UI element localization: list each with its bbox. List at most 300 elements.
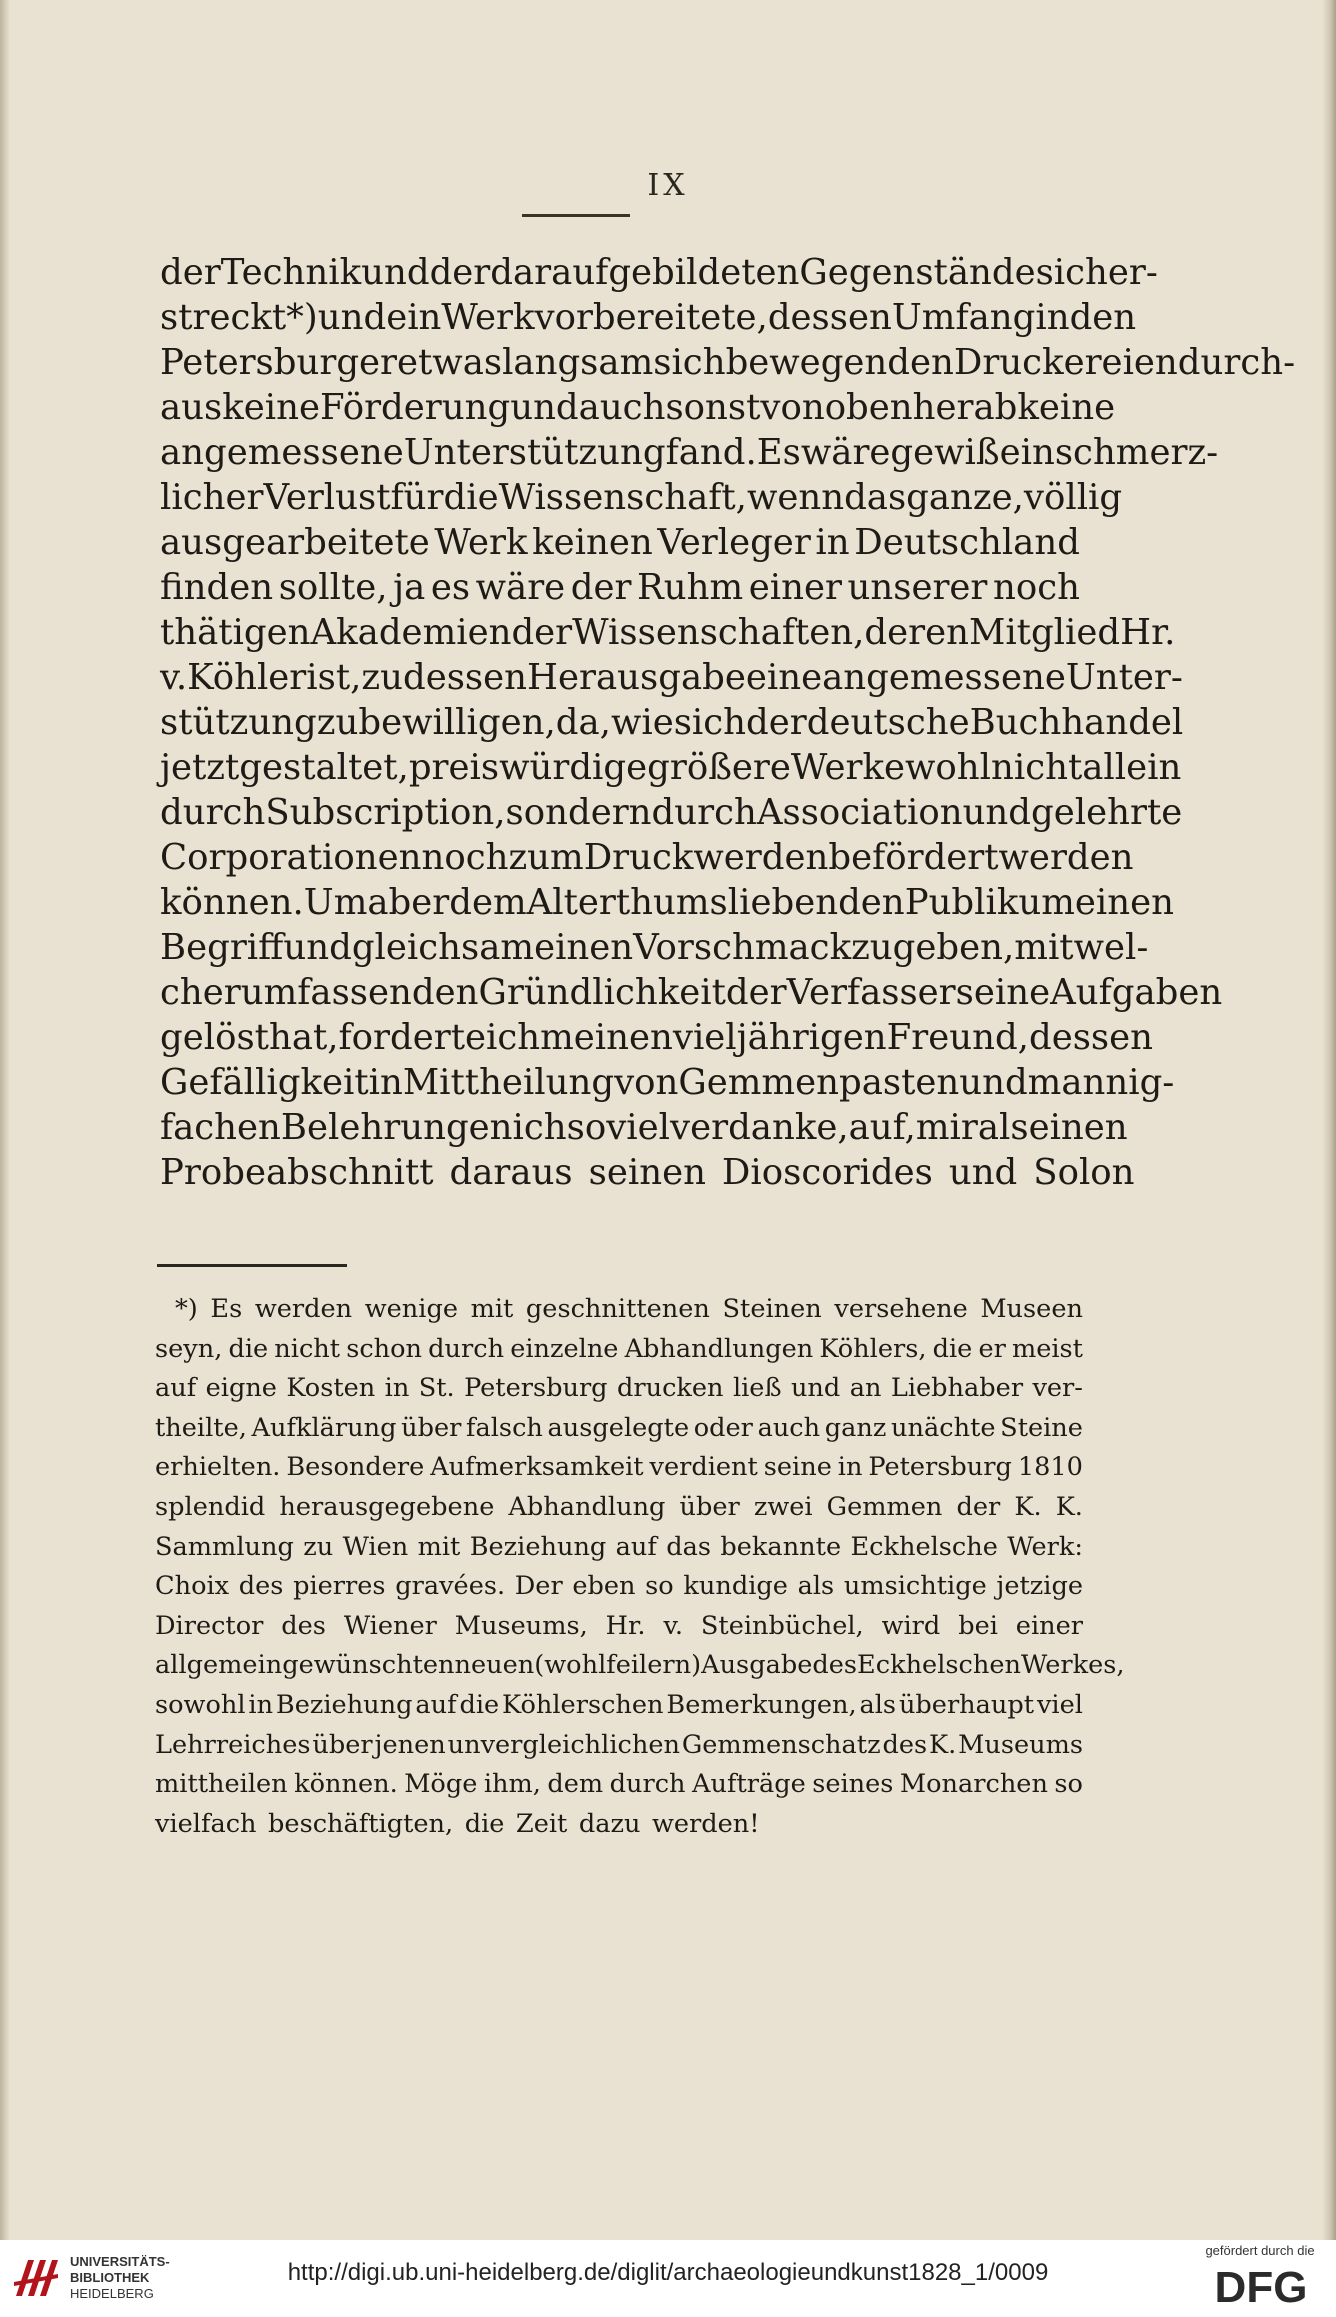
word: Mitglied [968,612,1121,653]
word: Aufmerksamkeit [430,1452,644,1483]
word: dessen [1028,1017,1154,1058]
word: in [815,522,850,563]
word: können. [294,1769,398,1800]
word: Abhandlung [508,1491,666,1522]
word: wenige [364,1294,458,1324]
word: Gemmenpasten [678,1062,960,1103]
word: Unter- [1065,657,1183,698]
word: Vorschmack [633,927,852,968]
word: bei [958,1610,998,1641]
word: und [790,1373,841,1404]
text-line [160,835,1134,880]
word: die [459,1689,500,1720]
word: keine [1017,387,1116,428]
word: des [882,1729,928,1760]
word: auf [415,1689,457,1720]
word: Wissenschaft, [498,477,747,518]
word: wel- [1073,927,1149,968]
word: ließ [732,1373,782,1404]
word: einer [748,567,842,608]
word: ich [486,1017,541,1058]
word: bekannte [720,1531,842,1562]
word: (wohlfeilern) [534,1650,702,1681]
word: er [978,1333,1006,1364]
word: Druck [583,837,694,878]
word: mittheilen [155,1769,288,1800]
word: bewilligen, [358,702,556,743]
word: in [248,1689,274,1720]
word: vorbereitete, [534,297,768,338]
word: der [160,252,221,293]
word: Köhler [187,657,307,698]
word: Gemmen [826,1491,943,1522]
word: Mittheilung [402,1062,615,1103]
text-line [160,655,1183,700]
word: auf [615,1531,657,1562]
word: der [725,972,787,1013]
word: völlig [1023,477,1123,518]
word: sonst [665,387,761,428]
word: Aufträge [692,1769,806,1800]
permalink-url[interactable]: http://digi.ub.uni-heidelberg.de/diglit/archaeologieundkunst1828_1/0009 [287,2259,1049,2286]
text-line [160,1015,1154,1060]
word: keinen [532,522,653,563]
word: Belehrungen [280,1107,513,1148]
word: der [746,702,807,743]
word: Druckereien [953,342,1178,383]
word: etwas [397,342,503,383]
word: Beziehung [275,1689,413,1720]
text-line [160,340,1296,385]
word: befördert [828,837,999,878]
word: Unterstützung [403,432,666,473]
word: allgemein [155,1650,283,1681]
word: so [566,1107,607,1148]
word: bewegenden [725,342,954,383]
word: auch [757,1412,821,1443]
word: allein [1082,747,1182,788]
word: wird [881,1610,941,1641]
word: auch [578,387,666,428]
word: in [384,1373,410,1404]
word: als [977,1107,1029,1148]
word: und [948,1152,1018,1193]
header-rule [522,214,630,217]
word: schon [346,1333,423,1364]
word: für [390,477,444,518]
word: geben, [892,927,1015,968]
word: Lehrreiches [155,1729,311,1760]
word: meist [1011,1333,1083,1364]
word: durch [651,792,757,833]
word: vielfach [155,1808,257,1839]
word: von [614,1062,679,1103]
word: finden [160,567,274,608]
word: Wiener [343,1610,437,1641]
word: Hr. [605,1610,646,1641]
word: Deutschland [854,522,1080,563]
word: sowohl [155,1689,246,1720]
word: Werkes, [1020,1650,1125,1681]
text-line [160,700,1184,745]
word: einen [1028,1107,1128,1148]
library-name-line2: BIBLIOTHEK [70,2270,150,2285]
word: den [1069,297,1137,338]
funding-caption: gefördert durch die [1205,2243,1315,2258]
word: mir [915,1107,978,1148]
word: Director [155,1610,264,1641]
word: Besondere [286,1452,425,1483]
word: einzelne [510,1333,619,1364]
word: viel [606,1107,671,1148]
word: aber [367,882,450,923]
word: eine [745,657,823,698]
word: über [679,1491,740,1522]
word: thätigen [160,612,311,653]
word: noch [992,567,1080,608]
word: Verleger [657,522,811,563]
word: v. [663,1610,683,1641]
word: ausgearbeitete [160,522,430,563]
word: Werk [434,522,528,563]
word: Verfasser [786,972,956,1013]
word: ja [393,567,426,608]
word: oder [693,1412,753,1443]
word: verdient [649,1452,758,1483]
word: daraus [449,1152,573,1193]
word: K. [929,1729,957,1760]
word: und [510,387,579,428]
word: versehene [834,1294,968,1324]
word: 1810 [1017,1452,1083,1483]
word: einer [1015,1610,1083,1641]
text-line [160,1105,1128,1150]
word: Werk [441,297,535,338]
word: langsam [502,342,654,383]
word: Es [210,1294,243,1324]
word: hat, [268,1017,339,1058]
word: nicht [274,1333,341,1364]
word: Es [756,432,801,473]
library-name-line1: UNIVERSITÄTS- [70,2254,170,2269]
word: es [430,567,471,608]
word: ausgelegte [547,1412,690,1443]
footnote-line [155,1448,1083,1488]
word: dessen [767,297,892,338]
word: Museen [980,1294,1083,1324]
word: einen [1074,882,1175,923]
word: Corporationen [160,837,422,878]
word: Begriff [160,927,284,968]
word: seine [955,972,1051,1013]
word: K. [1055,1491,1083,1522]
word: Gründlichkeit [478,972,726,1013]
word: dazu [578,1808,641,1839]
word: einen [534,927,634,968]
library-name-line3: HEIDELBERG [70,2286,154,2301]
word: umsichtige [843,1571,987,1602]
word: ein [386,297,442,338]
word: Subscription, [265,792,506,833]
word: Ausgabe [701,1650,813,1681]
word: gelehrte [1031,792,1183,833]
word: auf, [848,1107,916,1148]
word: an [849,1373,882,1404]
footnote-line [155,1607,1083,1647]
dfg-logo-icon[interactable] [1196,2262,1326,2308]
word: sondern [505,792,652,833]
word: Förderung [320,387,511,428]
word: splendid [155,1491,266,1522]
word: eigne [205,1373,277,1404]
word: deutsche [806,702,970,743]
footnote [155,1290,1125,1844]
word: Gegenstände [799,252,1036,293]
footnote-line [155,1528,1083,1568]
word: preiswürdige [408,747,648,788]
text-line [160,1060,1175,1105]
word: so [1054,1769,1083,1800]
word: fachen [160,1107,281,1148]
word: des [812,1650,858,1681]
word: der [511,612,573,653]
footnote-line [155,1646,1125,1686]
word: und [283,927,352,968]
word: zu [303,1531,334,1562]
text-line [160,520,1080,565]
text-line [160,790,1183,835]
text-line [160,250,1158,295]
word: zum [508,837,584,878]
word: Abhandlungen [624,1333,814,1364]
footnote-line [155,1290,1083,1330]
word: ist, [306,657,362,698]
word: gewiß [890,432,1000,473]
word: können. [160,882,304,923]
word: und [959,1062,1028,1103]
word: Gefälligkeit [160,1062,369,1103]
word: von [760,387,825,428]
word: wäre [800,432,891,473]
text-line [160,295,1137,340]
word: Hr. [1120,612,1176,653]
word: wenn [746,477,845,518]
word: eben [572,1571,636,1602]
word: mit [470,1294,514,1324]
word: Buchhandel [969,702,1184,743]
word: deren [864,612,969,653]
word: Association [756,792,963,833]
word: auf [155,1373,197,1404]
word: jetzt [160,747,240,788]
word: gebildeten [608,252,800,293]
word: Verlust [263,477,391,518]
word: als [797,1571,835,1602]
word: meinen [540,1017,673,1058]
word: beschäftigten, [268,1808,454,1839]
word: in [837,1452,863,1483]
word: werden! [651,1808,760,1839]
word: unvergleichlichen [447,1729,680,1760]
word: nicht [991,747,1083,788]
word: gravées. [395,1571,506,1602]
word: Akademien [310,612,512,653]
text-line [160,970,1223,1015]
footnote-rule [157,1264,347,1267]
word: der [570,567,632,608]
word: unserer [847,567,988,608]
word: seyn, [155,1333,223,1364]
footnote-line [155,1409,1083,1449]
text-line [160,475,1123,520]
word: Gemmenschatz [681,1729,881,1760]
word: stützung [160,702,317,743]
dfg-logo-text: DFG [1214,2263,1308,2308]
word: St. [418,1373,455,1404]
word: mit [417,1531,461,1562]
word: Alterthumsliebenden [526,882,905,923]
word: *) [175,1294,198,1324]
word: Museums, [454,1610,588,1641]
word: über [312,1729,373,1760]
word: die [932,1333,973,1364]
word: Petersburger [160,342,398,383]
word: Wien [342,1531,409,1562]
word: ein [999,432,1055,473]
word: erhielten. [155,1452,281,1483]
word: wäre [475,567,566,608]
word: Dioscorides [721,1152,933,1193]
word: zu [851,927,893,968]
word: theilte, [155,1412,247,1443]
word: forderte [338,1017,487,1058]
text-line [160,925,1149,970]
word: Wissenschaften, [572,612,865,653]
word: werden [254,1294,353,1324]
word: überhaupt [898,1689,1035,1720]
word: die [228,1333,269,1364]
text-line [160,430,1219,475]
word: vieljährigen [672,1017,887,1058]
footnote-line [155,1330,1083,1370]
word: Liebhaber [890,1373,1024,1404]
word: kundige [683,1571,788,1602]
word: Technik [220,252,362,293]
word: der [956,1491,1001,1522]
word: geschnittenen [525,1294,710,1324]
word: Umfang [891,297,1036,338]
word: werden [998,837,1134,878]
footnote-line [155,1686,1083,1726]
word: als [859,1689,897,1720]
word: verdanke, [670,1107,849,1148]
word: jetzige [996,1571,1083,1602]
word: Eckhelschen [857,1650,1021,1681]
word: falsch [466,1412,543,1443]
word: des [281,1610,326,1641]
word: fand. [665,432,757,473]
word: seine [763,1452,832,1483]
word: mannig- [1027,1062,1175,1103]
word: angemessene [822,657,1066,698]
word: pierres [293,1571,386,1602]
word: durch [428,1333,505,1364]
word: aus [160,387,223,428]
word: die [443,477,499,518]
word: in [368,1062,403,1103]
word: darauf [490,252,609,293]
word: licher [160,477,264,518]
word: Beziehung [469,1531,607,1562]
word: herab [912,387,1018,428]
word: noch [421,837,509,878]
word: Monarchen [899,1769,1048,1800]
word: zu [316,702,359,743]
word: Herausgabe [527,657,746,698]
word: drucken [616,1373,724,1404]
word: größere [647,747,791,788]
text-line [160,385,1116,430]
word: wohl [905,747,991,788]
word: seinen [588,1152,706,1193]
word: mit [1014,927,1074,968]
word: Probeabschnitt [160,1152,434,1193]
word: da, [555,702,611,743]
word: sich [1035,252,1108,293]
word: das [844,477,907,518]
word: schmerz- [1054,432,1219,473]
word: über [401,1412,462,1443]
word: seines [812,1769,894,1800]
text-line [160,745,1182,790]
text-line [160,610,1176,655]
word: ganz [824,1412,887,1443]
word: jenen [374,1729,446,1760]
word: gelöst [160,1017,269,1058]
word: Aufklärung [251,1412,397,1443]
word: dem [449,882,527,923]
word: so [645,1571,674,1602]
word: oben [824,387,913,428]
word: durch- [1177,342,1296,383]
word: *) [286,297,318,338]
footnote-line [155,1765,1083,1805]
word: Werk: [1007,1531,1083,1562]
word: umfassenden [240,972,479,1013]
word: Zeit [515,1808,568,1839]
word: Um [303,882,368,923]
word: gewünschten [282,1650,455,1681]
word: Petersburg [464,1373,608,1404]
text-line [160,880,1175,925]
word: cher [160,972,241,1013]
page-number: IX [647,168,689,203]
word: gestaltet, [239,747,409,788]
text-line [160,565,1080,610]
word: sich [653,342,726,383]
footnote-line [155,1567,1083,1607]
word: keine [222,387,320,428]
word: v. [160,657,188,698]
word: ich [512,1107,567,1148]
footnote-line [155,1488,1083,1528]
word: Aufgaben [1050,972,1223,1013]
word: Kosten [286,1373,376,1404]
word: neuen [454,1650,535,1681]
page-edge-right [1322,0,1336,2240]
word: in [1035,297,1070,338]
word: er- [1107,252,1158,293]
